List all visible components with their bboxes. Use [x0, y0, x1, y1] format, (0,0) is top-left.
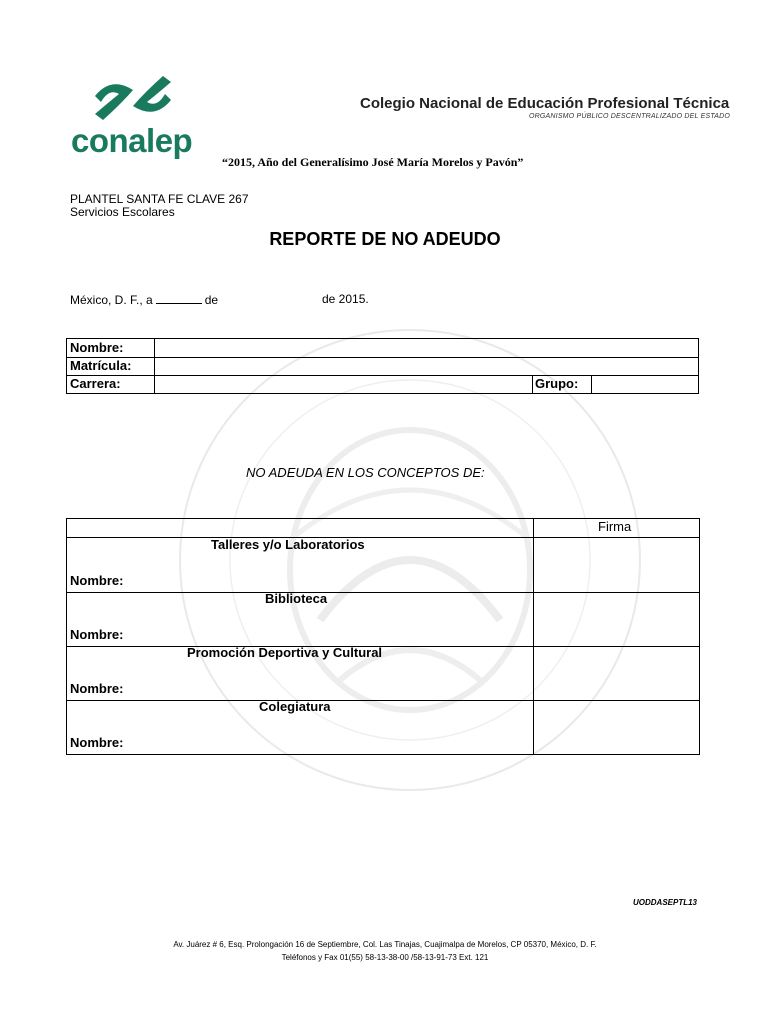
institution-subtitle: ORGANISMO PÚBLICO DESCENTRALIZADO DEL ESTADO [529, 113, 731, 120]
divider [154, 339, 155, 357]
nombre-label: Nombre: [70, 573, 124, 588]
row-divider [67, 592, 699, 593]
carrera-row [67, 375, 698, 393]
nombre-label: Nombre: [70, 681, 124, 696]
divider [532, 375, 533, 393]
section-title-colegiatura: Colegiatura [259, 699, 331, 714]
row-divider [67, 700, 699, 701]
nombre-label: Nombre: [70, 627, 124, 642]
section-title-promocion: Promoción Deportiva y Cultural [187, 645, 383, 660]
firma-header: Firma [598, 519, 632, 534]
grupo-label: Grupo: [535, 376, 579, 391]
section-title-biblioteca: Biblioteca [265, 591, 328, 606]
date-line [70, 292, 218, 307]
carrera-label: Carrera: [70, 376, 121, 391]
conalep-logo-icon [93, 74, 173, 122]
student-info-table [66, 338, 699, 394]
plantel-label: PLANTEL SANTA FE CLAVE 267 [70, 192, 249, 206]
footer-address: Av. Juárez # 6, Esq. Prolongación 16 de Septiembre, Col. Las Tinajas, Cuajimalpa de Morelos, CP 05370, México, D. F. [173, 940, 597, 949]
nombre-label: Nombre: [70, 340, 124, 355]
divider [591, 375, 592, 393]
divider [154, 375, 155, 393]
nombre-row [67, 339, 698, 358]
date-de-1: de [204, 293, 219, 307]
concepts-heading: NO ADEUDA EN LOS CONCEPTOS DE: [246, 465, 485, 480]
divider [154, 357, 155, 375]
row-divider [67, 537, 699, 538]
page-title: REPORTE DE NO ADEUDO [269, 229, 501, 249]
institution-name: Colegio Nacional de Educación Profesional Técnica [360, 95, 730, 112]
concepts-table [66, 518, 700, 755]
firma-column-divider [533, 519, 534, 754]
row-divider [67, 646, 699, 647]
section-title-talleres: Talleres y/o Laboratorios [211, 537, 365, 552]
date-year: de 2015. [322, 292, 369, 306]
department-label: Servicios Escolares [70, 205, 175, 219]
day-blank-field[interactable] [156, 292, 202, 304]
document-code: UODDASEPTL13 [632, 898, 697, 907]
year-motto: “2015, Año del Generalísimo José María Morelos y Pavón” [222, 155, 524, 169]
date-prefix: México, D. F., a [70, 293, 153, 307]
footer-phones: Teléfonos y Fax 01(55) 58-13-38-00 /58-13-91-73 Ext. 121 [281, 953, 489, 962]
logo-wordmark: conalep [71, 122, 193, 159]
nombre-label: Nombre: [70, 735, 124, 750]
matricula-row [67, 357, 698, 376]
matricula-label: Matrícula: [70, 358, 132, 373]
